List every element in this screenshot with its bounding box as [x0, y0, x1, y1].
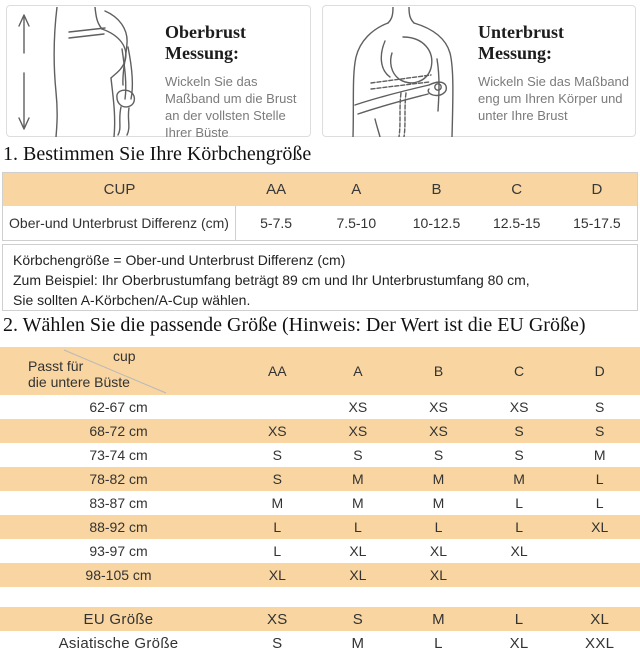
size-cell: L [595, 495, 604, 511]
size-cell: XL [429, 567, 448, 583]
size-cell: XS [266, 610, 288, 628]
size-table-row [0, 419, 640, 443]
section2-heading: 2. Wählen Sie die passende Größe (Hinweis: Der Wert ist die EU Größe) [3, 314, 586, 336]
size-cell: S [353, 447, 363, 463]
size-cell: XS [509, 399, 529, 415]
size-cell: L [434, 634, 443, 652]
cup-header-cell: CUP [103, 181, 136, 198]
difference-label: Ober-und Unterbrust Differenz (cm) [3, 206, 236, 240]
title-line: Unterbrust [478, 22, 564, 42]
size-cell: M [352, 471, 364, 487]
size-cell: XL [268, 567, 286, 583]
size-cell: L [514, 610, 524, 628]
size-cell: M [513, 471, 525, 487]
bust-range-label: 93-97 cm [89, 543, 148, 559]
size-cell [398, 587, 479, 607]
size-cell: L [273, 543, 282, 559]
size-table-row [0, 515, 640, 539]
size-cell: M [271, 495, 284, 511]
cup-header-cell: AA [266, 181, 287, 198]
unterbrust-torso-illustration [325, 7, 477, 137]
torso-front-view [353, 7, 453, 137]
size-cell: XS [348, 399, 368, 415]
bust-range-label: 83-87 cm [89, 495, 148, 511]
cup-table [2, 172, 638, 241]
oberbrust-torso-illustration [9, 7, 165, 137]
note-line: Zum Beispiel: Ihr Oberbrustumfang beträgt 89 cm und Ihr Unterbrustumfang 80 cm, [13, 272, 530, 288]
size-cell: L [595, 471, 604, 487]
fit-axis-label: die untere Büste [28, 374, 130, 390]
size-cell: L [273, 519, 282, 535]
size-cell: XL [510, 543, 528, 559]
note-line: Körbchengröße = Ober-und Unterbrust Differenz (cm) [13, 252, 346, 268]
cup-header-cell: B [431, 181, 442, 198]
unterbrust-instructions: Wickeln Sie das Maßband eng um Ihren Körper und unter Ihre Brust [478, 74, 630, 123]
size-table-row [0, 563, 640, 587]
size-cell: S [272, 447, 282, 463]
size-cell: M [352, 495, 364, 511]
title-line: Messung: [165, 43, 240, 63]
bust-range-label: 68-72 cm [89, 423, 148, 439]
difference-value: 5-7.5 [260, 215, 293, 231]
size-cell: XL [349, 567, 367, 583]
bust-range-label: 78-82 cm [89, 471, 148, 487]
bust-range-label: 73-74 cm [89, 447, 148, 463]
size-cell: XS [267, 423, 287, 439]
oberbrust-title [165, 22, 307, 64]
size-cell: L [434, 519, 443, 535]
size-cell [318, 587, 399, 607]
size-cell: S [514, 447, 524, 463]
size-cell: M [432, 471, 445, 487]
size-cell: XS [429, 399, 448, 415]
size-table-body [0, 395, 640, 653]
size-cell [559, 563, 640, 587]
size-cell: M [432, 610, 445, 628]
oberbrust-panel [6, 5, 311, 140]
title-line: Messung: [478, 43, 553, 63]
size-column-header: B [433, 363, 444, 379]
size-table-row [0, 443, 640, 467]
size-cell: L [515, 519, 523, 535]
size-cell [237, 587, 318, 607]
difference-value: 7.5-10 [336, 215, 377, 231]
size-cell [559, 539, 640, 563]
size-cell: S [272, 634, 283, 652]
unterbrust-panel [322, 5, 636, 137]
size-cell: XL [349, 543, 367, 559]
size-cell: XL [591, 519, 609, 535]
cup-header-cell: A [351, 181, 362, 198]
size-cell: M [432, 495, 445, 511]
title-line: Oberbrust [165, 22, 246, 42]
fit-axis-label: Passt für [28, 358, 84, 374]
size-table-row [0, 395, 640, 419]
size-cell [237, 395, 318, 419]
cup-table-header [3, 173, 637, 206]
size-table-row [0, 491, 640, 515]
difference-value: 10-12.5 [412, 215, 461, 231]
vertical-measure-arrow-icon [19, 15, 29, 129]
size-cell: S [433, 447, 444, 463]
size-cell: M [593, 447, 606, 463]
cup-table-row [3, 206, 637, 240]
size-column-header: C [514, 363, 525, 379]
size-table [0, 347, 640, 653]
size-cell: L [515, 495, 523, 511]
size-cell: S [352, 610, 364, 628]
size-table-row [0, 631, 640, 653]
bust-range-label [0, 587, 237, 607]
size-cell: S [595, 399, 605, 415]
cup-header-cell: D [591, 181, 603, 198]
size-cell [479, 587, 560, 607]
bust-range-label: EU Größe [83, 610, 154, 628]
size-cell [559, 587, 640, 607]
cup-axis-label: cup [113, 348, 136, 364]
size-cell: XL [429, 543, 448, 559]
size-table-row [0, 607, 640, 631]
size-column-header: D [594, 363, 605, 379]
size-cell: XS [348, 423, 368, 439]
size-cell: XL [590, 610, 610, 628]
size-cell: M [351, 634, 365, 652]
size-cell: XS [429, 423, 448, 439]
bust-range-label: 88-92 cm [89, 519, 148, 535]
oberbrust-instructions: Wickeln Sie das Maßband um die Brust an der vollsten Stelle Ihrer Büste [165, 74, 297, 140]
size-table-header [0, 347, 640, 395]
cup-header-cell: C [511, 181, 523, 198]
size-cell: XXL [585, 634, 615, 652]
bust-range-label: Asiatische Größe [58, 634, 179, 652]
size-column-header: A [353, 363, 363, 379]
difference-value: 12.5-15 [492, 215, 541, 231]
size-table-row [0, 539, 640, 563]
unterbrust-title [478, 22, 630, 64]
size-cell: S [595, 423, 605, 439]
corner-cell [0, 347, 237, 395]
size-cell [479, 563, 560, 587]
torso-side-view [54, 7, 134, 137]
size-cell: S [514, 423, 524, 439]
size-table-row [0, 467, 640, 491]
size-table-row [0, 587, 640, 607]
bust-range-label: 98-105 cm [85, 567, 152, 583]
difference-value: 15-17.5 [573, 215, 621, 231]
note-line: Sie sollten A-Körbchen/A-Cup wählen. [13, 292, 251, 308]
size-column-header: AA [267, 363, 287, 379]
section1-heading: 1. Bestimmen Sie Ihre Körbchengröße [3, 143, 312, 165]
cup-calculation-note [2, 244, 638, 311]
size-cell: XL [509, 634, 529, 652]
size-cell: L [353, 519, 362, 535]
bust-range-label: 62-67 cm [89, 399, 148, 415]
size-cell: S [272, 471, 282, 487]
